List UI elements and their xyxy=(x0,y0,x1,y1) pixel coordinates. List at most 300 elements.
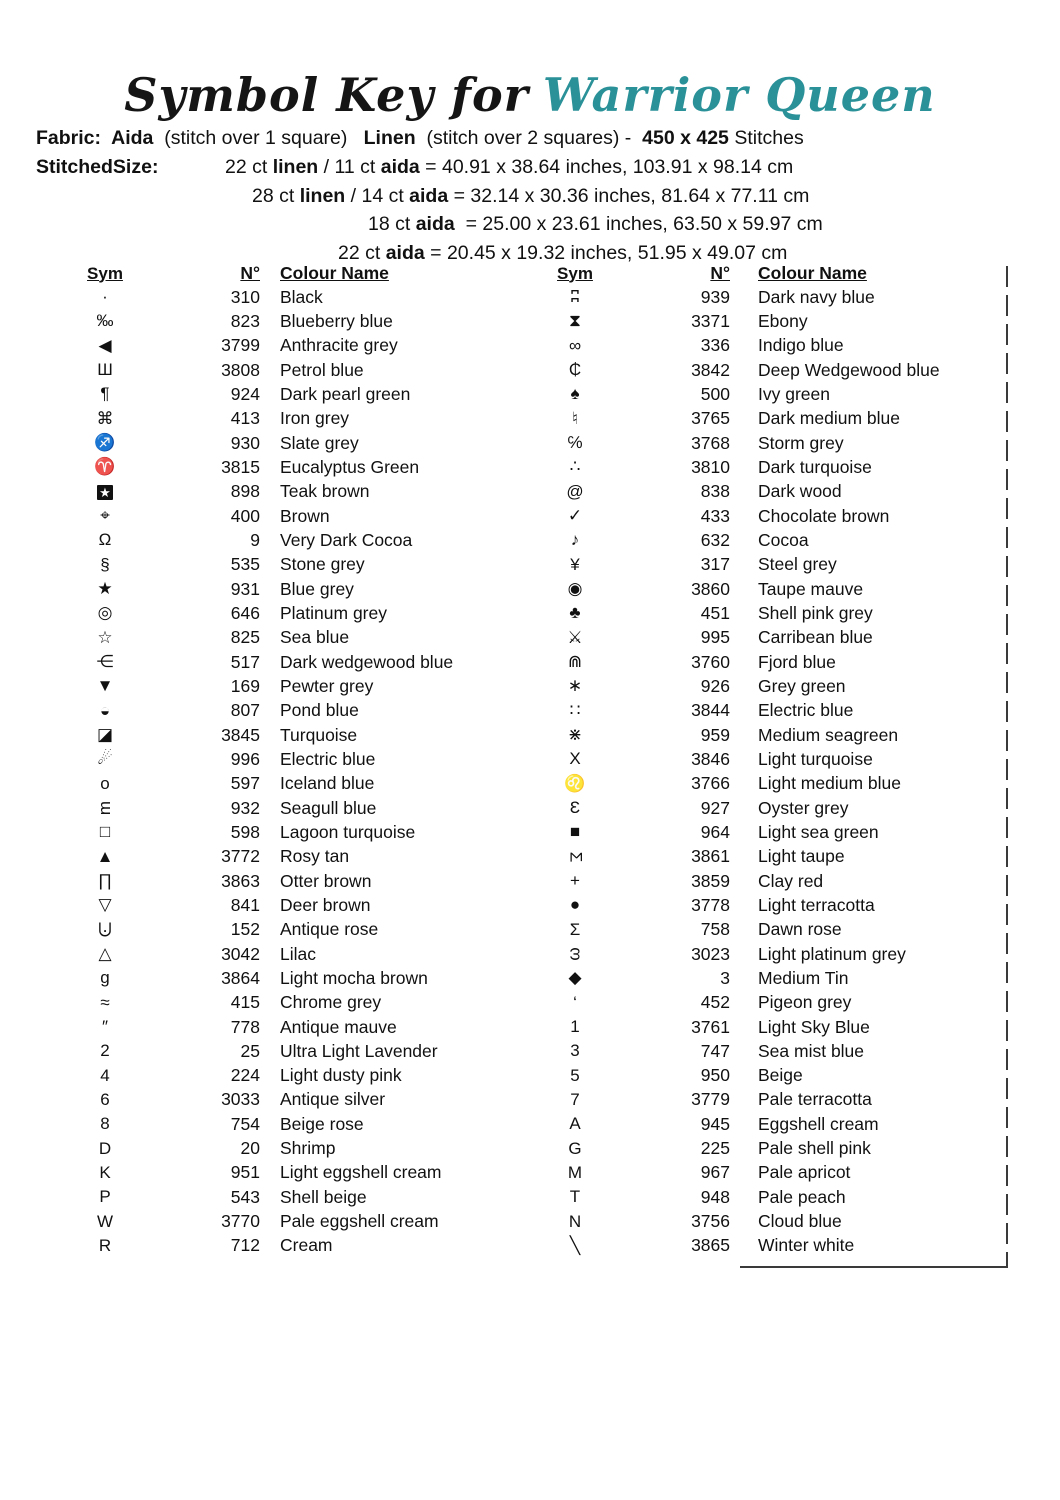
thread-number: 3768 xyxy=(691,432,730,453)
stitch-symbol-glyph: ∗ xyxy=(567,676,583,696)
thread-number: 3810 xyxy=(691,456,730,477)
stitch-symbol-glyph: ♐ xyxy=(94,433,116,453)
thread-number: 3864 xyxy=(221,967,260,988)
stitch-symbol-glyph: ● xyxy=(569,895,581,915)
thread-number: 452 xyxy=(700,992,730,1013)
table-row xyxy=(530,407,1020,431)
table-row xyxy=(60,723,530,747)
stitch-symbol-glyph: · xyxy=(102,287,108,307)
colour-name: Grey green xyxy=(758,675,846,696)
stitch-symbol-glyph xyxy=(60,603,150,623)
table-row xyxy=(60,407,530,431)
stitch-symbol-glyph: R xyxy=(98,1235,112,1255)
thread-number: 3371 xyxy=(691,310,730,331)
stitched-size-segment: / 11 ct xyxy=(318,156,381,178)
stitch-symbol-glyph xyxy=(530,336,620,356)
stitch-symbol-glyph xyxy=(530,1114,620,1134)
stitch-symbol-glyph: ▲ xyxy=(96,846,114,866)
stitch-symbol-glyph xyxy=(530,895,620,915)
thread-number: 646 xyxy=(230,602,260,623)
thread-number: 3772 xyxy=(221,846,260,867)
right-border-dashed-line xyxy=(1006,266,1008,1268)
stitch-symbol-glyph xyxy=(60,1163,150,1183)
thread-number: 3865 xyxy=(691,1235,730,1256)
stitch-symbol-glyph xyxy=(530,603,620,623)
stitch-symbol-glyph xyxy=(530,457,620,477)
stitch-symbol-glyph: D xyxy=(98,1138,112,1158)
colour-name: Light eggshell cream xyxy=(280,1162,442,1183)
thread-number: 898 xyxy=(230,481,260,502)
header-number: N° xyxy=(240,263,260,283)
header-sym: Sym xyxy=(87,263,123,283)
stitched-size-segment: 28 ct xyxy=(252,184,300,207)
thread-number: 225 xyxy=(700,1138,730,1159)
thread-number: 3844 xyxy=(691,700,730,721)
thread-number: 3 xyxy=(720,967,730,988)
stitch-symbol-glyph xyxy=(530,409,620,429)
table-row xyxy=(60,1015,530,1039)
table-row xyxy=(60,1209,530,1233)
colour-name: Dark wood xyxy=(758,481,842,502)
colour-name: Light terracotta xyxy=(758,894,875,915)
table-row xyxy=(60,480,530,504)
colour-name: Shell pink grey xyxy=(758,602,873,623)
stitch-symbol-glyph xyxy=(530,311,620,331)
table-row xyxy=(60,504,530,528)
table-row xyxy=(530,480,1020,504)
colour-name: Dawn rose xyxy=(758,919,842,940)
stitch-symbol-glyph: T xyxy=(569,1187,581,1207)
stitch-symbol-glyph: ¥ xyxy=(570,554,580,574)
table-row xyxy=(60,358,530,382)
stitch-symbol-glyph xyxy=(530,847,620,867)
stitch-symbol-glyph: ♪ xyxy=(570,530,580,550)
colour-name: Platinum grey xyxy=(280,602,387,623)
stitch-symbol-glyph xyxy=(530,628,620,648)
thread-number: 535 xyxy=(230,554,260,575)
stitch-symbol-glyph: 3 xyxy=(570,1041,580,1061)
fabric-info-segment: Linen xyxy=(363,127,416,149)
stitch-symbol-glyph xyxy=(530,822,620,842)
stitch-symbol-glyph: ≈ xyxy=(100,992,110,1012)
colour-name: Light dusty pink xyxy=(280,1065,402,1086)
thread-number: 754 xyxy=(230,1113,260,1134)
thread-number: 838 xyxy=(700,481,730,502)
table-row xyxy=(530,991,1020,1015)
stitch-symbol-glyph xyxy=(530,384,620,404)
stitch-symbol-glyph xyxy=(60,1187,150,1207)
thread-number: 3808 xyxy=(221,359,260,380)
thread-number: 433 xyxy=(700,505,730,526)
colour-name: Ivy green xyxy=(758,383,830,404)
thread-number: 3761 xyxy=(691,1016,730,1037)
stitch-symbol-glyph xyxy=(530,993,620,1013)
stitch-symbol-glyph xyxy=(60,774,150,794)
colour-name: Dark wedgewood blue xyxy=(280,651,454,672)
table-row xyxy=(60,1064,530,1088)
stitch-symbol-glyph: □ xyxy=(99,822,111,842)
stitch-symbol-glyph xyxy=(530,871,620,891)
colour-name: Antique rose xyxy=(280,919,379,940)
thread-number: 9 xyxy=(250,529,260,550)
table-row xyxy=(60,455,530,479)
stitch-symbol-glyph xyxy=(60,530,150,550)
stitch-symbol-glyph xyxy=(60,895,150,915)
table-row xyxy=(60,772,530,796)
table-row xyxy=(530,1185,1020,1209)
stitch-symbol-glyph: K xyxy=(99,1162,111,1182)
thread-number: 317 xyxy=(700,554,730,575)
thread-number: 758 xyxy=(700,919,730,940)
table-row xyxy=(60,1161,530,1185)
stitch-symbol-glyph: ✓ xyxy=(567,506,583,526)
colour-name: Steel grey xyxy=(758,554,837,575)
colour-name: Pale apricot xyxy=(758,1162,851,1183)
stitch-symbol-glyph: ☆ xyxy=(97,627,113,647)
table-row xyxy=(60,942,530,966)
fabric-info-segment: Fabric: xyxy=(36,127,112,149)
colour-name: Lilac xyxy=(280,943,316,964)
colour-name: Chocolate brown xyxy=(758,505,890,526)
stitch-symbol-glyph: ⋒ xyxy=(567,652,583,672)
page-title xyxy=(0,68,1060,122)
stitched-size-segment: aida xyxy=(385,241,425,264)
stitch-symbol-glyph xyxy=(530,482,620,502)
table-row xyxy=(530,893,1020,917)
stitch-symbol-glyph: A xyxy=(569,1114,581,1134)
stitch-symbol-glyph: § xyxy=(100,554,110,574)
table-row xyxy=(60,382,530,406)
stitch-symbol-glyph xyxy=(60,968,150,988)
stitch-symbol-glyph xyxy=(530,1139,620,1159)
colour-name: Stone grey xyxy=(280,554,365,575)
thread-number: 823 xyxy=(230,310,260,331)
colour-name: Oyster grey xyxy=(758,797,849,818)
colour-name: Light medium blue xyxy=(758,773,901,794)
table-row xyxy=(530,1088,1020,1112)
stitch-symbol-glyph: ♌ xyxy=(564,773,586,793)
colour-name: Chrome grey xyxy=(280,992,382,1013)
stitched-size-segment: linen xyxy=(299,184,346,207)
title-pattern-name: Warrior Queen xyxy=(542,68,936,122)
table-row xyxy=(530,1112,1020,1136)
table-row xyxy=(530,626,1020,650)
table-row xyxy=(530,650,1020,674)
colour-name: Light mocha brown xyxy=(280,967,428,988)
stitch-symbol-glyph: ∴ xyxy=(569,457,581,477)
colour-name: Deer brown xyxy=(280,894,371,915)
thread-number: 3033 xyxy=(221,1089,260,1110)
table-row xyxy=(530,1136,1020,1160)
stitch-symbol-glyph xyxy=(60,457,150,477)
stitch-symbol-glyph xyxy=(60,725,150,745)
thread-number: 152 xyxy=(230,919,260,940)
thread-number: 25 xyxy=(240,1040,260,1061)
table-row xyxy=(530,382,1020,406)
stitch-symbol-glyph: G xyxy=(568,1138,582,1158)
stitched-size-segment: aida xyxy=(380,156,420,178)
thread-number: 950 xyxy=(700,1065,730,1086)
stitch-symbol-glyph xyxy=(60,506,150,526)
colour-name: Light platinum grey xyxy=(758,943,906,964)
colour-name: Pewter grey xyxy=(280,675,374,696)
stitch-symbol-glyph: 4 xyxy=(100,1065,110,1085)
table-row xyxy=(530,334,1020,358)
colour-name: Very Dark Cocoa xyxy=(280,529,413,550)
stitch-symbol-glyph: ω xyxy=(565,947,584,961)
colour-name: Medium Tin xyxy=(758,967,849,988)
title-prefix: Symbol Key for xyxy=(124,68,529,122)
thread-number: 3042 xyxy=(221,943,260,964)
stitch-symbol-glyph xyxy=(530,433,620,453)
thread-number: 3779 xyxy=(691,1089,730,1110)
stitch-symbol-glyph: ■ xyxy=(569,822,581,842)
table-row xyxy=(530,577,1020,601)
stitch-symbol-glyph: Ɛ xyxy=(569,798,581,818)
colour-name: Otter brown xyxy=(280,870,372,891)
colour-name: Beige rose xyxy=(280,1113,364,1134)
table-row xyxy=(60,1112,530,1136)
table-row xyxy=(530,1015,1020,1039)
stitch-symbol-glyph: 5 xyxy=(570,1065,580,1085)
stitch-symbol-glyph xyxy=(60,652,150,672)
thread-number: 500 xyxy=(700,383,730,404)
stitch-symbol-glyph xyxy=(530,1090,620,1110)
stitch-symbol-glyph xyxy=(60,676,150,696)
table-row xyxy=(530,1209,1020,1233)
stitch-symbol-glyph xyxy=(60,311,150,331)
stitch-symbol-glyph xyxy=(530,701,620,721)
thread-number: 712 xyxy=(230,1235,260,1256)
stitch-symbol-glyph: g xyxy=(100,968,110,988)
fabric-info-segment: (stitch over 2 squares) - xyxy=(415,127,643,149)
header-colour-name: Colour Name xyxy=(280,263,389,283)
colour-name: Slate grey xyxy=(280,432,359,453)
stitch-symbol-glyph: ◉ xyxy=(567,579,583,599)
stitch-symbol-glyph: 7 xyxy=(570,1089,580,1109)
fabric-info-segment: (stitch over 1 square) xyxy=(153,127,364,149)
bottom-border-line xyxy=(740,1266,1008,1268)
stitch-symbol-glyph: ◪ xyxy=(96,725,114,745)
thread-number: 224 xyxy=(230,1065,260,1086)
colour-name: Electric blue xyxy=(758,700,854,721)
stitch-symbol-glyph xyxy=(530,1017,620,1037)
thread-number: 632 xyxy=(700,529,730,550)
stitch-symbol-glyph: ♮ xyxy=(571,408,579,428)
stitch-symbol-glyph xyxy=(60,482,150,502)
stitch-symbol-glyph: @ xyxy=(566,481,584,501)
stitch-symbol-glyph: ∏ xyxy=(98,871,112,891)
colour-name: Storm grey xyxy=(758,432,844,453)
table-row xyxy=(60,699,530,723)
colour-name: Shell beige xyxy=(280,1186,367,1207)
table-row xyxy=(530,455,1020,479)
stitch-symbol-glyph: ▼ xyxy=(96,676,114,696)
stitch-symbol-glyph xyxy=(60,1212,150,1232)
stitched-size-segment: 22 ct xyxy=(338,241,386,264)
thread-number: 778 xyxy=(230,1016,260,1037)
colour-name: Seagull blue xyxy=(280,797,377,818)
stitch-symbol-glyph: ★ xyxy=(97,579,113,599)
stitched-size-line xyxy=(368,213,1060,242)
stitch-symbol-glyph xyxy=(530,1066,620,1086)
stitch-symbol-glyph: ‘ xyxy=(573,992,577,1012)
stitch-symbol-glyph: ‰ xyxy=(96,311,114,331)
table-row xyxy=(530,601,1020,625)
stitch-symbol-glyph xyxy=(530,1163,620,1183)
table-row xyxy=(60,1234,530,1258)
table-row xyxy=(530,1234,1020,1258)
thread-number: 924 xyxy=(230,383,260,404)
stitch-symbol-glyph: P xyxy=(99,1187,111,1207)
thread-number: 959 xyxy=(700,724,730,745)
stitch-symbol-glyph xyxy=(60,944,150,964)
table-row xyxy=(530,747,1020,771)
thread-number: 3778 xyxy=(691,894,730,915)
thread-number: 967 xyxy=(700,1162,730,1183)
colour-name: Iron grey xyxy=(280,408,350,429)
stitch-symbol-glyph xyxy=(530,652,620,672)
stitch-symbol-glyph xyxy=(60,1066,150,1086)
thread-number: 932 xyxy=(230,797,260,818)
stitch-symbol-glyph: m xyxy=(94,800,114,816)
stitch-symbol-glyph xyxy=(60,871,150,891)
stitch-symbol-glyph xyxy=(530,555,620,575)
thread-number: 3756 xyxy=(691,1211,730,1232)
stitch-symbol-glyph: ₵ xyxy=(568,360,582,380)
thread-number: 931 xyxy=(230,578,260,599)
colour-name: Fjord blue xyxy=(758,651,836,672)
colour-name: Lagoon turquoise xyxy=(280,821,416,842)
stitched-size-segment: 22 ct xyxy=(225,156,273,178)
stitch-symbol-glyph xyxy=(60,1114,150,1134)
stitch-symbol-glyph xyxy=(530,968,620,988)
stitch-symbol-glyph: o xyxy=(100,773,110,793)
fabric-info-segment: 450 x 425 xyxy=(642,127,729,149)
thread-number: 20 xyxy=(240,1138,260,1159)
table-row xyxy=(60,334,530,358)
stitch-symbol-glyph: Ω xyxy=(98,530,112,550)
colour-name: Pond blue xyxy=(280,700,359,721)
table-row xyxy=(530,820,1020,844)
header-number: N° xyxy=(710,263,730,283)
colour-name: Eggshell cream xyxy=(758,1113,879,1134)
table-row xyxy=(60,845,530,869)
stitch-symbol-glyph xyxy=(60,1236,150,1256)
colour-name: Pigeon grey xyxy=(758,992,852,1013)
stitch-symbol-glyph xyxy=(60,579,150,599)
table-row xyxy=(530,966,1020,990)
table-row xyxy=(60,431,530,455)
colour-name: Cocoa xyxy=(758,529,809,550)
stitch-symbol-glyph xyxy=(60,798,150,818)
thread-number: 517 xyxy=(230,651,260,672)
stitch-symbol-glyph xyxy=(60,628,150,648)
colour-name: Carribean blue xyxy=(758,627,873,648)
thread-number: 807 xyxy=(230,700,260,721)
thread-number: 3766 xyxy=(691,773,730,794)
stitch-symbol-glyph: 1 xyxy=(570,1017,580,1036)
stitch-symbol-glyph xyxy=(60,433,150,453)
stitch-symbol-glyph xyxy=(60,701,150,721)
colour-name: Electric blue xyxy=(280,748,376,769)
thread-number: 3760 xyxy=(691,651,730,672)
table-row xyxy=(530,358,1020,382)
stitch-symbol-glyph xyxy=(60,1041,150,1061)
stitched-size-label: StitchedSize: xyxy=(36,156,159,178)
stitch-symbol-glyph: + xyxy=(570,871,580,891)
table-row xyxy=(530,942,1020,966)
colour-name: Winter white xyxy=(758,1235,855,1256)
stitch-symbol-glyph xyxy=(530,287,620,307)
stitch-symbol-glyph: ☄ xyxy=(97,749,113,769)
colour-name: Ebony xyxy=(758,310,808,331)
stitched-size-segment: linen xyxy=(272,156,319,178)
table-row xyxy=(530,723,1020,747)
colour-name: Deep Wedgewood blue xyxy=(758,359,940,380)
stitch-symbol-glyph xyxy=(60,822,150,842)
stitch-symbol-glyph: ℅ xyxy=(567,433,583,453)
colour-name: Pale eggshell cream xyxy=(280,1211,439,1232)
thread-number: 930 xyxy=(230,432,260,453)
thread-number: 415 xyxy=(230,992,260,1013)
table-row xyxy=(530,796,1020,820)
stitched-size-segment: 18 ct xyxy=(368,213,416,236)
key-column-right xyxy=(530,262,1020,1258)
fabric-info-line xyxy=(36,127,804,150)
stitch-symbol-glyph: 8 xyxy=(100,1114,110,1134)
stitch-symbol-glyph: X xyxy=(569,749,581,769)
table-row xyxy=(530,1161,1020,1185)
stitched-size-line xyxy=(225,156,1060,185)
table-row xyxy=(60,553,530,577)
thread-number: 939 xyxy=(700,286,730,307)
table-row xyxy=(60,309,530,333)
stitch-symbol-glyph: ◒ xyxy=(99,700,111,720)
stitch-symbol-glyph: ⧗ xyxy=(569,311,581,331)
stitch-symbol-glyph xyxy=(60,1090,150,1110)
thread-number: 310 xyxy=(230,286,260,307)
table-row xyxy=(530,553,1020,577)
table-row xyxy=(60,918,530,942)
key-column-left xyxy=(60,262,530,1258)
colour-name: Light turquoise xyxy=(758,748,873,769)
colour-name: Anthracite grey xyxy=(280,335,398,356)
table-row xyxy=(530,504,1020,528)
stitch-symbol-glyph: ⨃ xyxy=(98,919,112,939)
colour-name: Antique silver xyxy=(280,1089,386,1110)
thread-number: 3842 xyxy=(691,359,730,380)
table-row xyxy=(60,528,530,552)
stitch-symbol-glyph: ◎ xyxy=(97,603,113,623)
stitch-symbol-glyph xyxy=(60,336,150,356)
stitch-symbol-glyph: ⌖ xyxy=(100,506,110,526)
thread-number: 451 xyxy=(700,602,730,623)
stitched-size-lines xyxy=(0,156,1060,270)
colour-name: Ultra Light Lavender xyxy=(280,1040,438,1061)
colour-name: Indigo blue xyxy=(758,335,844,356)
table-row xyxy=(60,285,530,309)
table-row xyxy=(530,285,1020,309)
thread-number: 3860 xyxy=(691,578,730,599)
colour-name: Shrimp xyxy=(280,1138,336,1159)
stitch-symbol-glyph xyxy=(530,798,620,818)
thread-number: 598 xyxy=(230,821,260,842)
stitch-symbol-glyph xyxy=(60,1139,150,1159)
table-row xyxy=(530,431,1020,455)
thread-number: 3861 xyxy=(691,846,730,867)
table-row xyxy=(60,1185,530,1209)
